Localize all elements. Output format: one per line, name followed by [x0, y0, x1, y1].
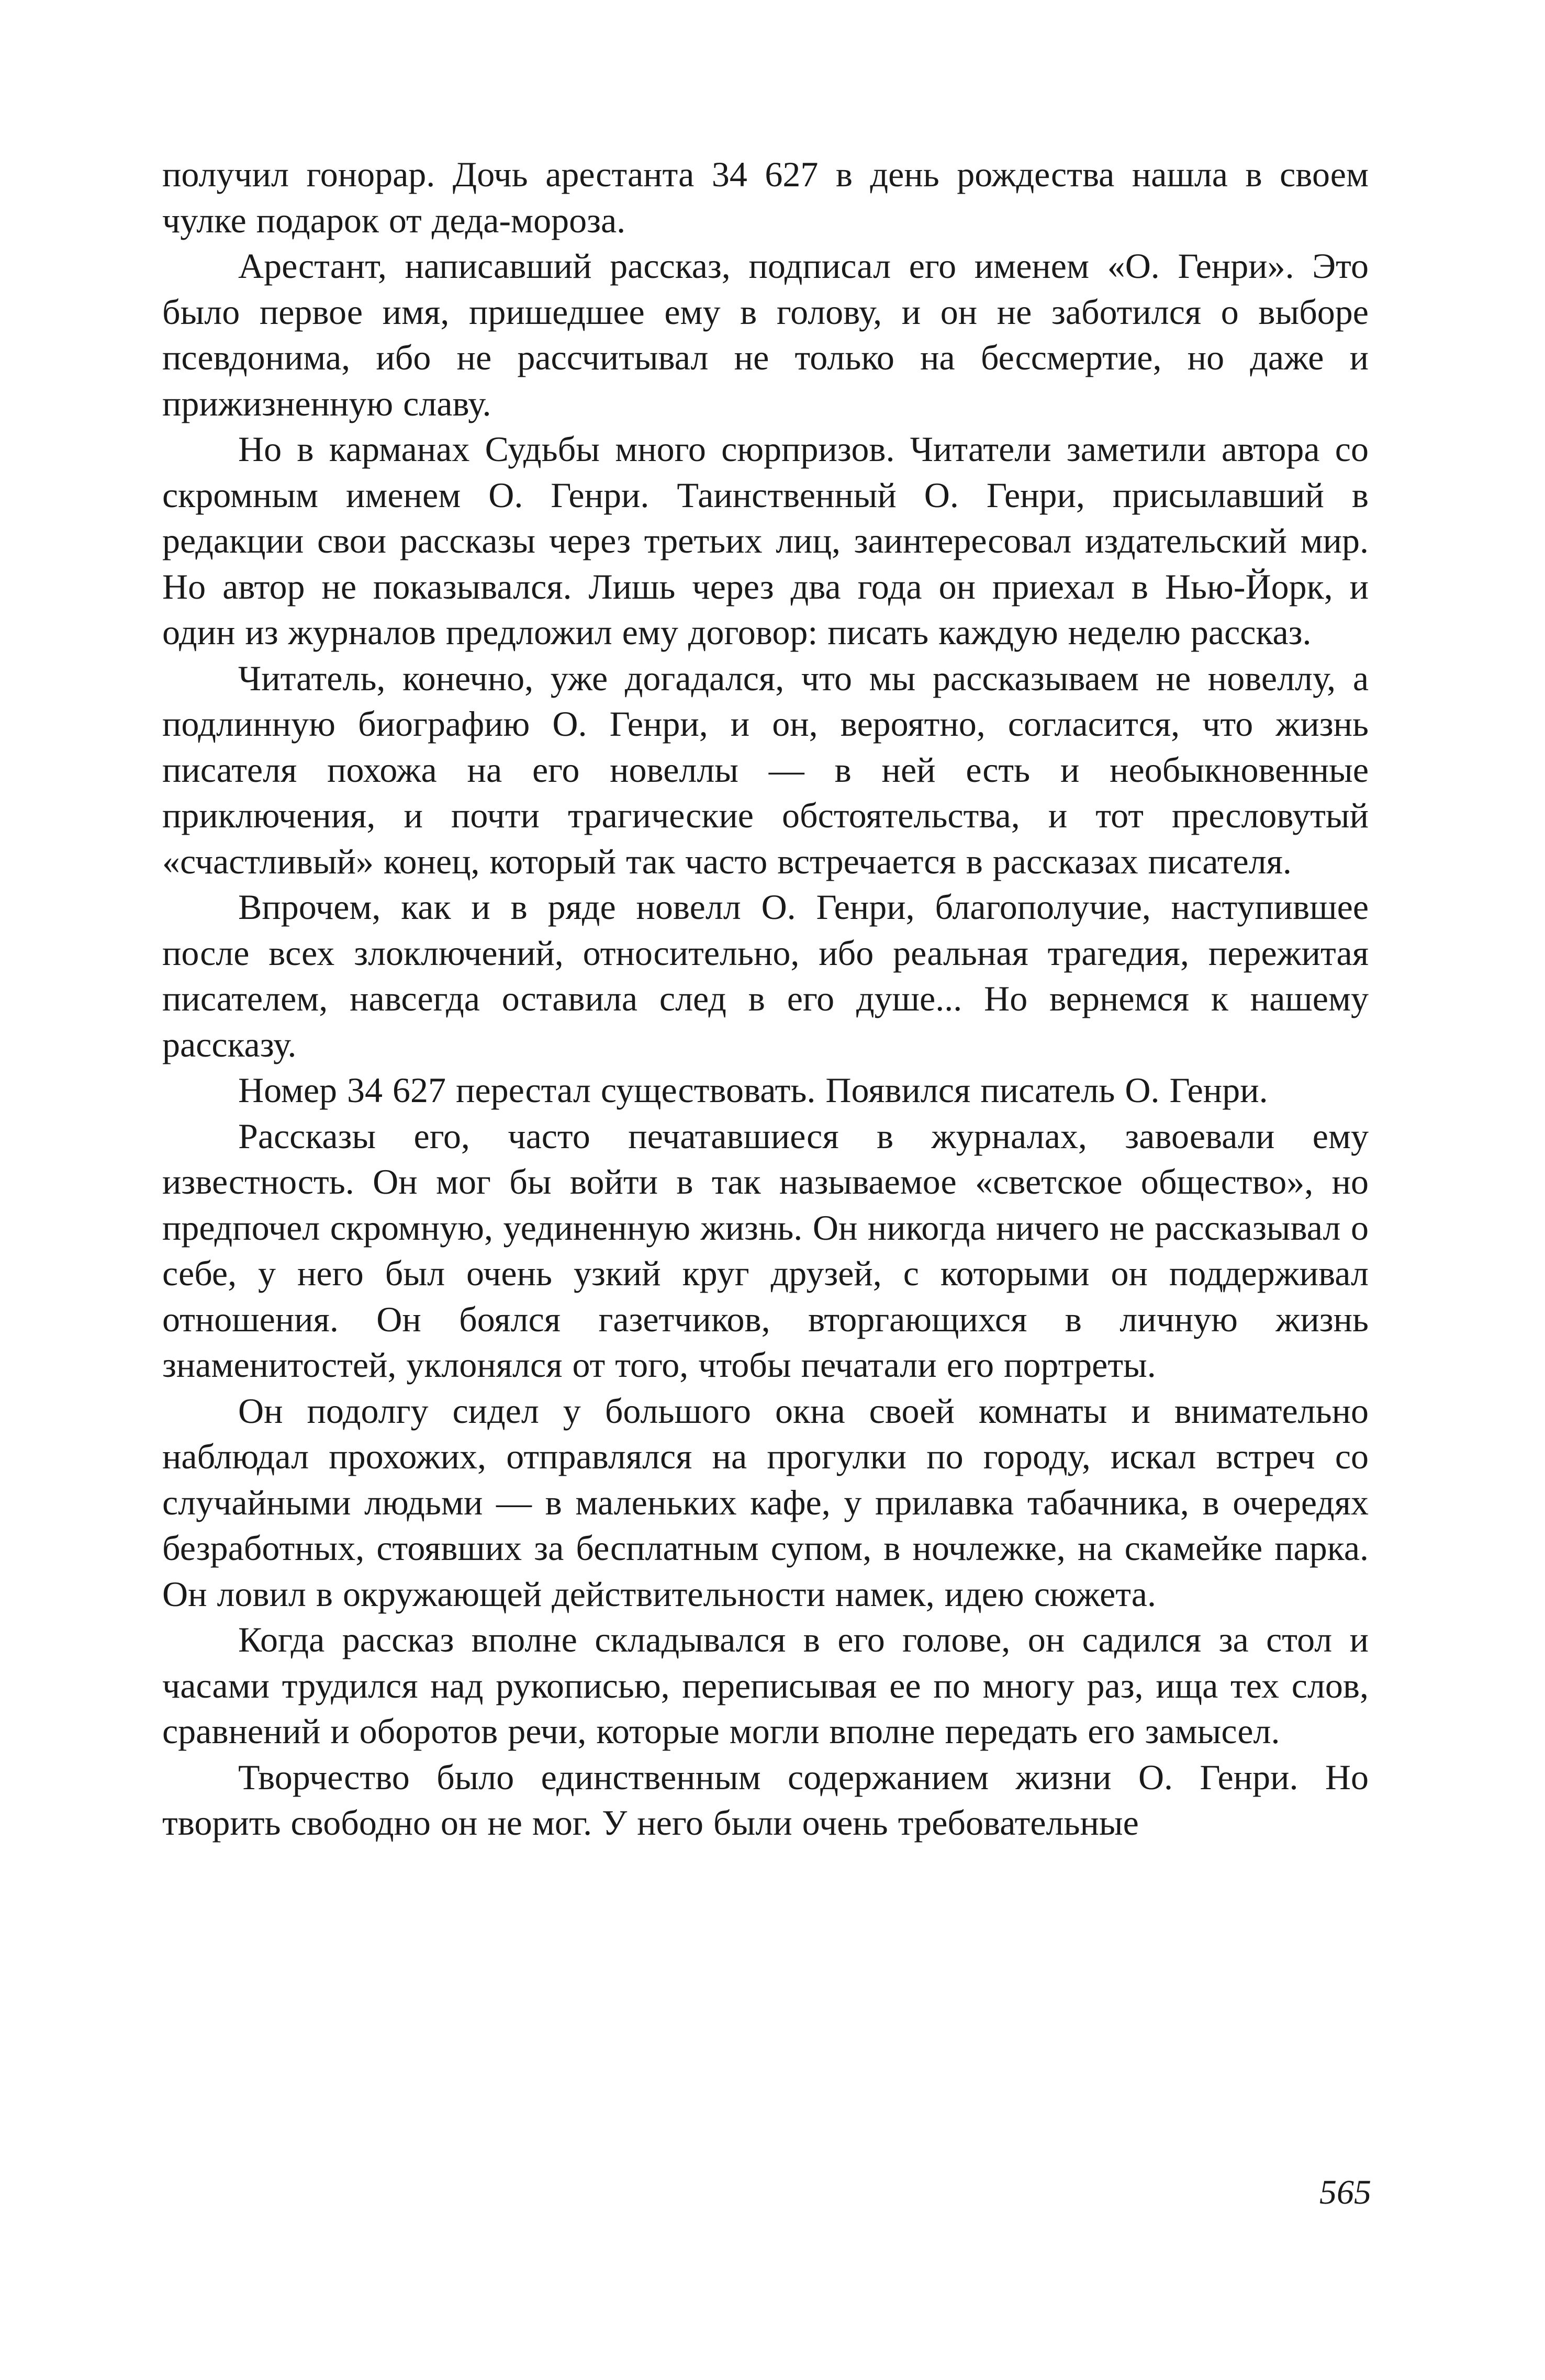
paragraph: Номер 34 627 перестал существовать. Появился писатель О. Генри. [238, 1070, 1268, 1110]
paragraph: Впрочем, как и в ряде новелл О. Генри, благополучие, наступившее после всех злоключений, относительно, ибо реальная трагедия, пережитая писателем, навсегда оставила след в его душе... Но вернемся к нашему рассказу. [162, 887, 1369, 1064]
paragraph: Когда рассказ вполне складывался в его голове, он садился за стол и часами трудился над рукописью, переписывая ее по многу раз, ища тех слов, сравнений и оборотов речи, которые могли вполне передать его замысел. [162, 1620, 1369, 1751]
paragraph: Творчество было единственным содержанием жизни О. Генри. Но творить свободно он не мог. У него были очень требовательные [162, 1757, 1369, 1843]
page-body [162, 152, 1369, 1846]
paragraph: Арестант, написавший рассказ, подписал его именем «О. Генри». Это было первое имя, пришедшее ему в голову, и он не заботился о выборе псевдонима, ибо не рассчитывал не только на бессмертие, но даже и прижизненную славу. [162, 246, 1369, 423]
paragraph: получил гонорар. Дочь арестанта 34 627 в день рождества нашла в своем чулке подарок от деда-мороза. [162, 154, 1369, 240]
page-number: 565 [1319, 2173, 1371, 2211]
paragraph: Рассказы его, часто печатавшиеся в журналах, завоевали ему известность. Он мог бы войти в так называемое «светское общество», но предпочел скромную, уединенную жизнь. Он никогда ничего не рассказывал о себе, у него был очень узкий круг друзей, с которыми он поддерживал отношения. Он боялся газетчиков, вторгающихся в личную жизнь знаменитостей, уклонялся от того, чтобы печатали его портреты. [162, 1116, 1369, 1385]
paragraph: Он подолгу сидел у большого окна своей комнаты и внимательно наблюдал прохожих, отправлялся на прогулки по городу, искал встреч со случайными людьми — в маленьких кафе, у прилавка табачника, в очередях безработных, стоявших за бесплатным супом, в ночлежке, на скамейке парка. Он ловил в окружающей действительности намек, идею сюжета. [162, 1390, 1369, 1614]
paragraph: Читатель, конечно, уже догадался, что мы рассказываем не новеллу, а подлинную биографию О. Генри, и он, вероятно, согласится, что жизнь писателя похожа на его новеллы — в ней есть и необыкновенные приключения, и почти трагические обстоятельства, и тот пресловутый «счастливый» конец, который так часто встречается в рассказах писателя. [162, 658, 1369, 881]
paragraph: Но в карманах Судьбы много сюрпризов. Читатели заметили автора со скромным именем О. Генри. Таинственный О. Генри, присылавший в редакции свои рассказы через третьих лиц, заинтересовал издательский мир. Но автор не показывался. Лишь через два года он приехал в Нью-Йорк, и один из журналов предложил ему договор: писать каждую неделю рассказ. [162, 429, 1369, 652]
